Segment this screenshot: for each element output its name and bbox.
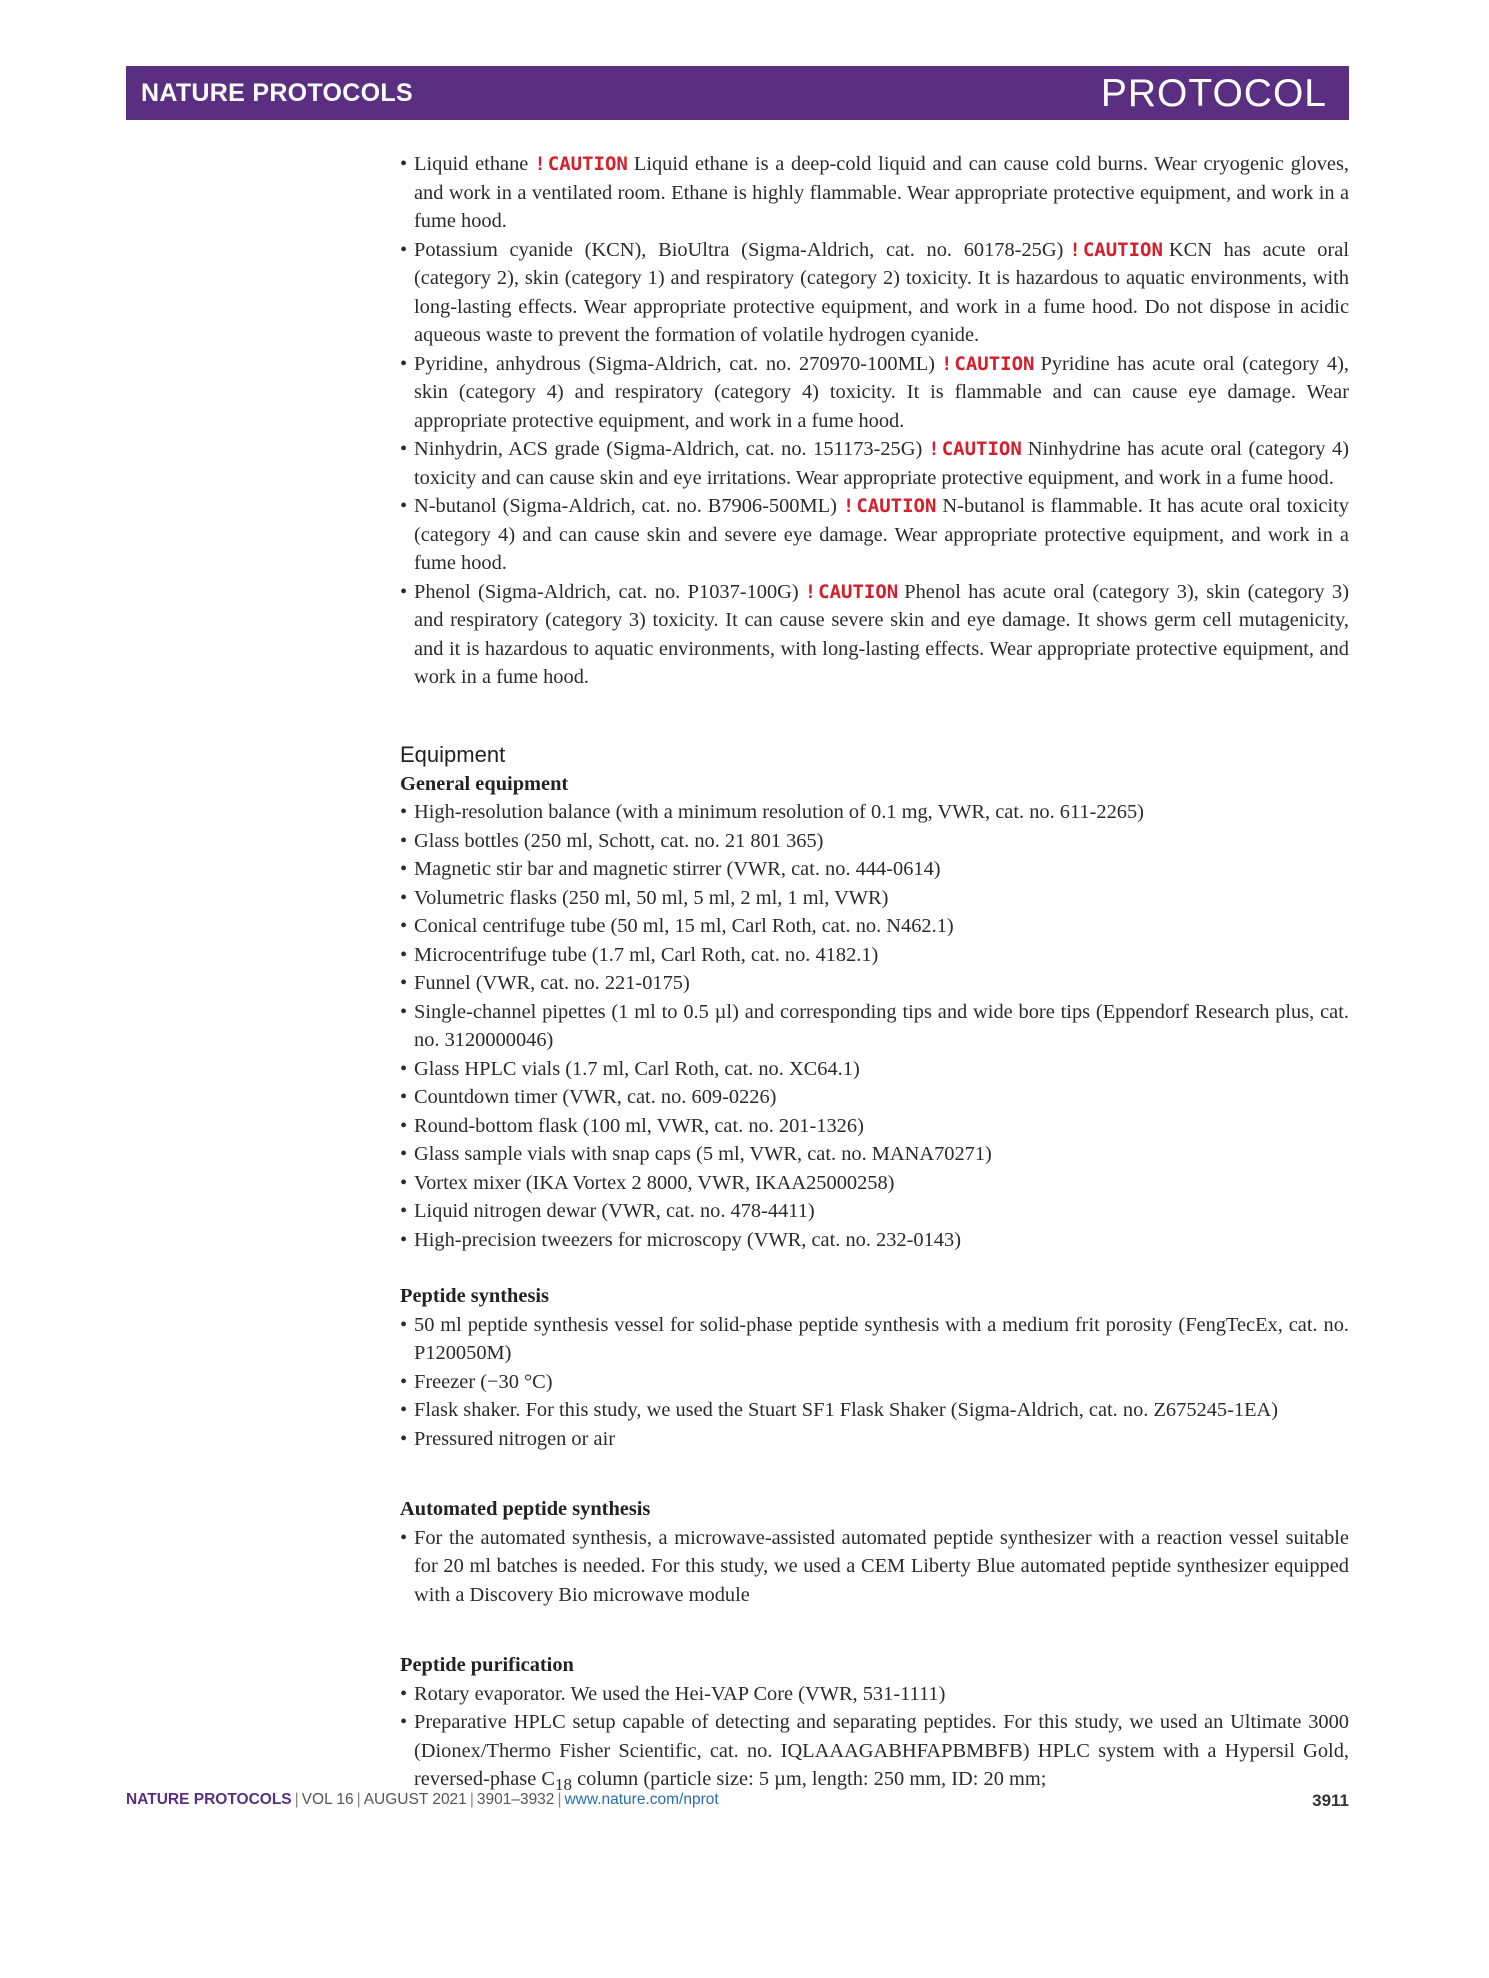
list-item: • Volumetric flasks (250 ml, 50 ml, 5 ml, 2 ml, 1 ml, VWR): [400, 884, 1349, 913]
list-item: • Pyridine, anhydrous (Sigma-Aldrich, cat. no. 270970-100ML) ! CAUTION Pyridine has acute oral (category 4), skin (category 4) and respiratory (category 4) toxicity. It is flammable and can cause eye damage. Wear appropriate protective equipment, and work in a fume hood.: [400, 350, 1349, 436]
list-item: • Liquid ethane ! CAUTION Liquid ethane is a deep-cold liquid and can cause cold burns. Wear cryogenic gloves, and work in a ventilated room. Ethane is highly flammable. Wear appropriate protective equipment, and work in a fume hood.: [400, 150, 1349, 236]
purification-list: [400, 1680, 1349, 1800]
subsection-title-general: General equipment: [400, 772, 569, 795]
reagent-list: [400, 150, 1349, 692]
list-item: • Conical centrifuge tube (50 ml, 15 ml, Carl Roth, cat. no. N462.1): [400, 912, 1349, 941]
list-item: • Preparative HPLC setup capable of detecting and separating peptides. For this study, we used an Ultimate 3000 (Dionex/Thermo Fisher Scientific, cat. no. IQLAAAGABHFAPBMBFB) HPLC system with a Hypersil Gold, reversed-phase $C_{18}$ column (particle size: 5 µm, length: 250 mm, ID: 20 mm;: [400, 1708, 1349, 1800]
list-item: • For the automated synthesis, a microwave-assisted automated peptide synthesizer with a reaction vessel suitable for 20 ml batches is needed. For this study, we used a CEM Liberty Blue automated peptide synthesizer equipped with a Discovery Bio microwave module: [400, 1524, 1349, 1610]
list-item: • N-butanol (Sigma-Aldrich, cat. no. B7906-500ML) ! CAUTION N-butanol is flammable. It has acute oral toxicity (category 4) and can cause skin and severe eye damage. Wear appropriate protective equipment, and work in a fume hood.: [400, 492, 1349, 578]
caution-label: ! CAUTION: [804, 580, 899, 603]
list-item: • Funnel (VWR, cat. no. 221-0175): [400, 969, 1349, 998]
list-item: • High-precision tweezers for microscopy (VWR, cat. no. 232-0143): [400, 1226, 1349, 1255]
journal-name: NATURE PROTOCOLS: [141, 79, 413, 107]
list-item: • 50 ml peptide synthesis vessel for solid-phase peptide synthesis with a medium frit porosity (FengTecEx, cat. no. P120050M): [400, 1311, 1349, 1368]
caution-label: ! CAUTION: [842, 495, 937, 517]
main-content: [400, 150, 1349, 1800]
list-item: • Glass HPLC vials (1.7 ml, Carl Roth, cat. no. XC64.1): [400, 1055, 1349, 1084]
list-item: • Ninhydrin, ACS grade (Sigma-Aldrich, cat. no. 151173-25G) ! CAUTION Ninhydrine has acute oral (category 4) toxicity and can cause skin and eye irritations. Wear appropriate protective equipment, and work in a fume hood.: [400, 435, 1349, 492]
list-item: • Pressured nitrogen or air: [400, 1425, 1349, 1454]
caution-label: ! CAUTION: [534, 153, 628, 175]
footer-url-link[interactable]: www.nature.com/nprot: [564, 1791, 719, 1808]
footer-date: AUGUST 2021: [363, 1791, 467, 1808]
section-title-equipment: Equipment: [400, 741, 506, 767]
list-item: • Glass bottles (250 ml, Schott, cat. no. 21 801 365): [400, 827, 1349, 856]
general-equipment-list: [400, 798, 1349, 1254]
caution-label: ! CAUTION: [928, 438, 1022, 460]
peptide-synthesis-list: [400, 1311, 1349, 1454]
list-item: • Liquid nitrogen dewar (VWR, cat. no. 478-4411): [400, 1197, 1349, 1226]
list-item: • Glass sample vials with snap caps (5 ml, VWR, cat. no. MANA70271): [400, 1140, 1349, 1169]
list-item: • Microcentrifuge tube (1.7 ml, Carl Roth, cat. no. 4182.1): [400, 941, 1349, 970]
list-item: • High-resolution balance (with a minimum resolution of 0.1 mg, VWR, cat. no. 611-2265): [400, 798, 1349, 827]
caution-label: ! CAUTION: [1069, 238, 1163, 261]
journal-header-bar: [126, 66, 1349, 120]
list-item: • Flask shaker. For this study, we used the Stuart SF1 Flask Shaker (Sigma-Aldrich, cat. no. Z675245-1EA): [400, 1396, 1349, 1425]
subsection-title-purification: Peptide purification: [400, 1654, 574, 1676]
caution-label: ! CAUTION: [940, 352, 1035, 375]
list-item: • Round-bottom flask (100 ml, VWR, cat. no. 201-1326): [400, 1112, 1349, 1141]
list-item: • Rotary evaporator. We used the Hei-VAP Core (VWR, 531-1111): [400, 1680, 1349, 1709]
article-type: PROTOCOL: [1100, 72, 1327, 115]
subsection-title-automated: Automated peptide synthesis: [400, 1498, 651, 1520]
page-footer: NATURE PROTOCOLS | VOL 16 | AUGUST 2021 | 3901–3932 | www.nature.com/nprot 3911: [126, 1791, 1349, 1810]
list-item: • Single-channel pipettes (1 ml to 0.5 µl) and corresponding tips and wide bore tips (Eppendorf Research plus, cat. no. 3120000046): [400, 998, 1349, 1055]
footer-journal: NATURE PROTOCOLS: [126, 1791, 292, 1808]
footer-pages: 3901–3932: [476, 1791, 555, 1808]
list-item: • Freezer (−30 °C): [400, 1368, 1349, 1397]
list-item: • Phenol (Sigma-Aldrich, cat. no. P1037-100G) ! CAUTION Phenol has acute oral (category 3), skin (category 3) and respiratory (category 3) toxicity. It can cause severe skin and eye damage. It shows germ cell mutagenicity, and it is hazardous to aquatic environments, with long-lasting effects. Wear appropriate protective equipment, and work in a fume hood.: [400, 578, 1349, 692]
page-number: 3911: [1312, 1791, 1349, 1810]
list-item: • Magnetic stir bar and magnetic stirrer (VWR, cat. no. 444-0614): [400, 855, 1349, 884]
list-item: • Vortex mixer (IKA Vortex 2 8000, VWR, IKAA25000258): [400, 1169, 1349, 1198]
automated-synthesis-list: [400, 1524, 1349, 1610]
footer-volume: VOL 16: [301, 1791, 354, 1808]
list-item: • Potassium cyanide (KCN), BioUltra (Sigma-Aldrich, cat. no. 60178-25G) ! CAUTION KCN has acute oral (category 2), skin (category 1) and respiratory (category 2) toxicity. It is hazardous to aquatic environments, with long-lasting effects. Wear appropriate protective equipment, and work in a fume hood. Do not dispose in acidic aqueous waste to prevent the formation of volatile hydrogen cyanide.: [400, 236, 1349, 350]
list-item: • Countdown timer (VWR, cat. no. 609-0226): [400, 1083, 1349, 1112]
subsection-title-peptide-synthesis: Peptide synthesis: [400, 1285, 549, 1307]
